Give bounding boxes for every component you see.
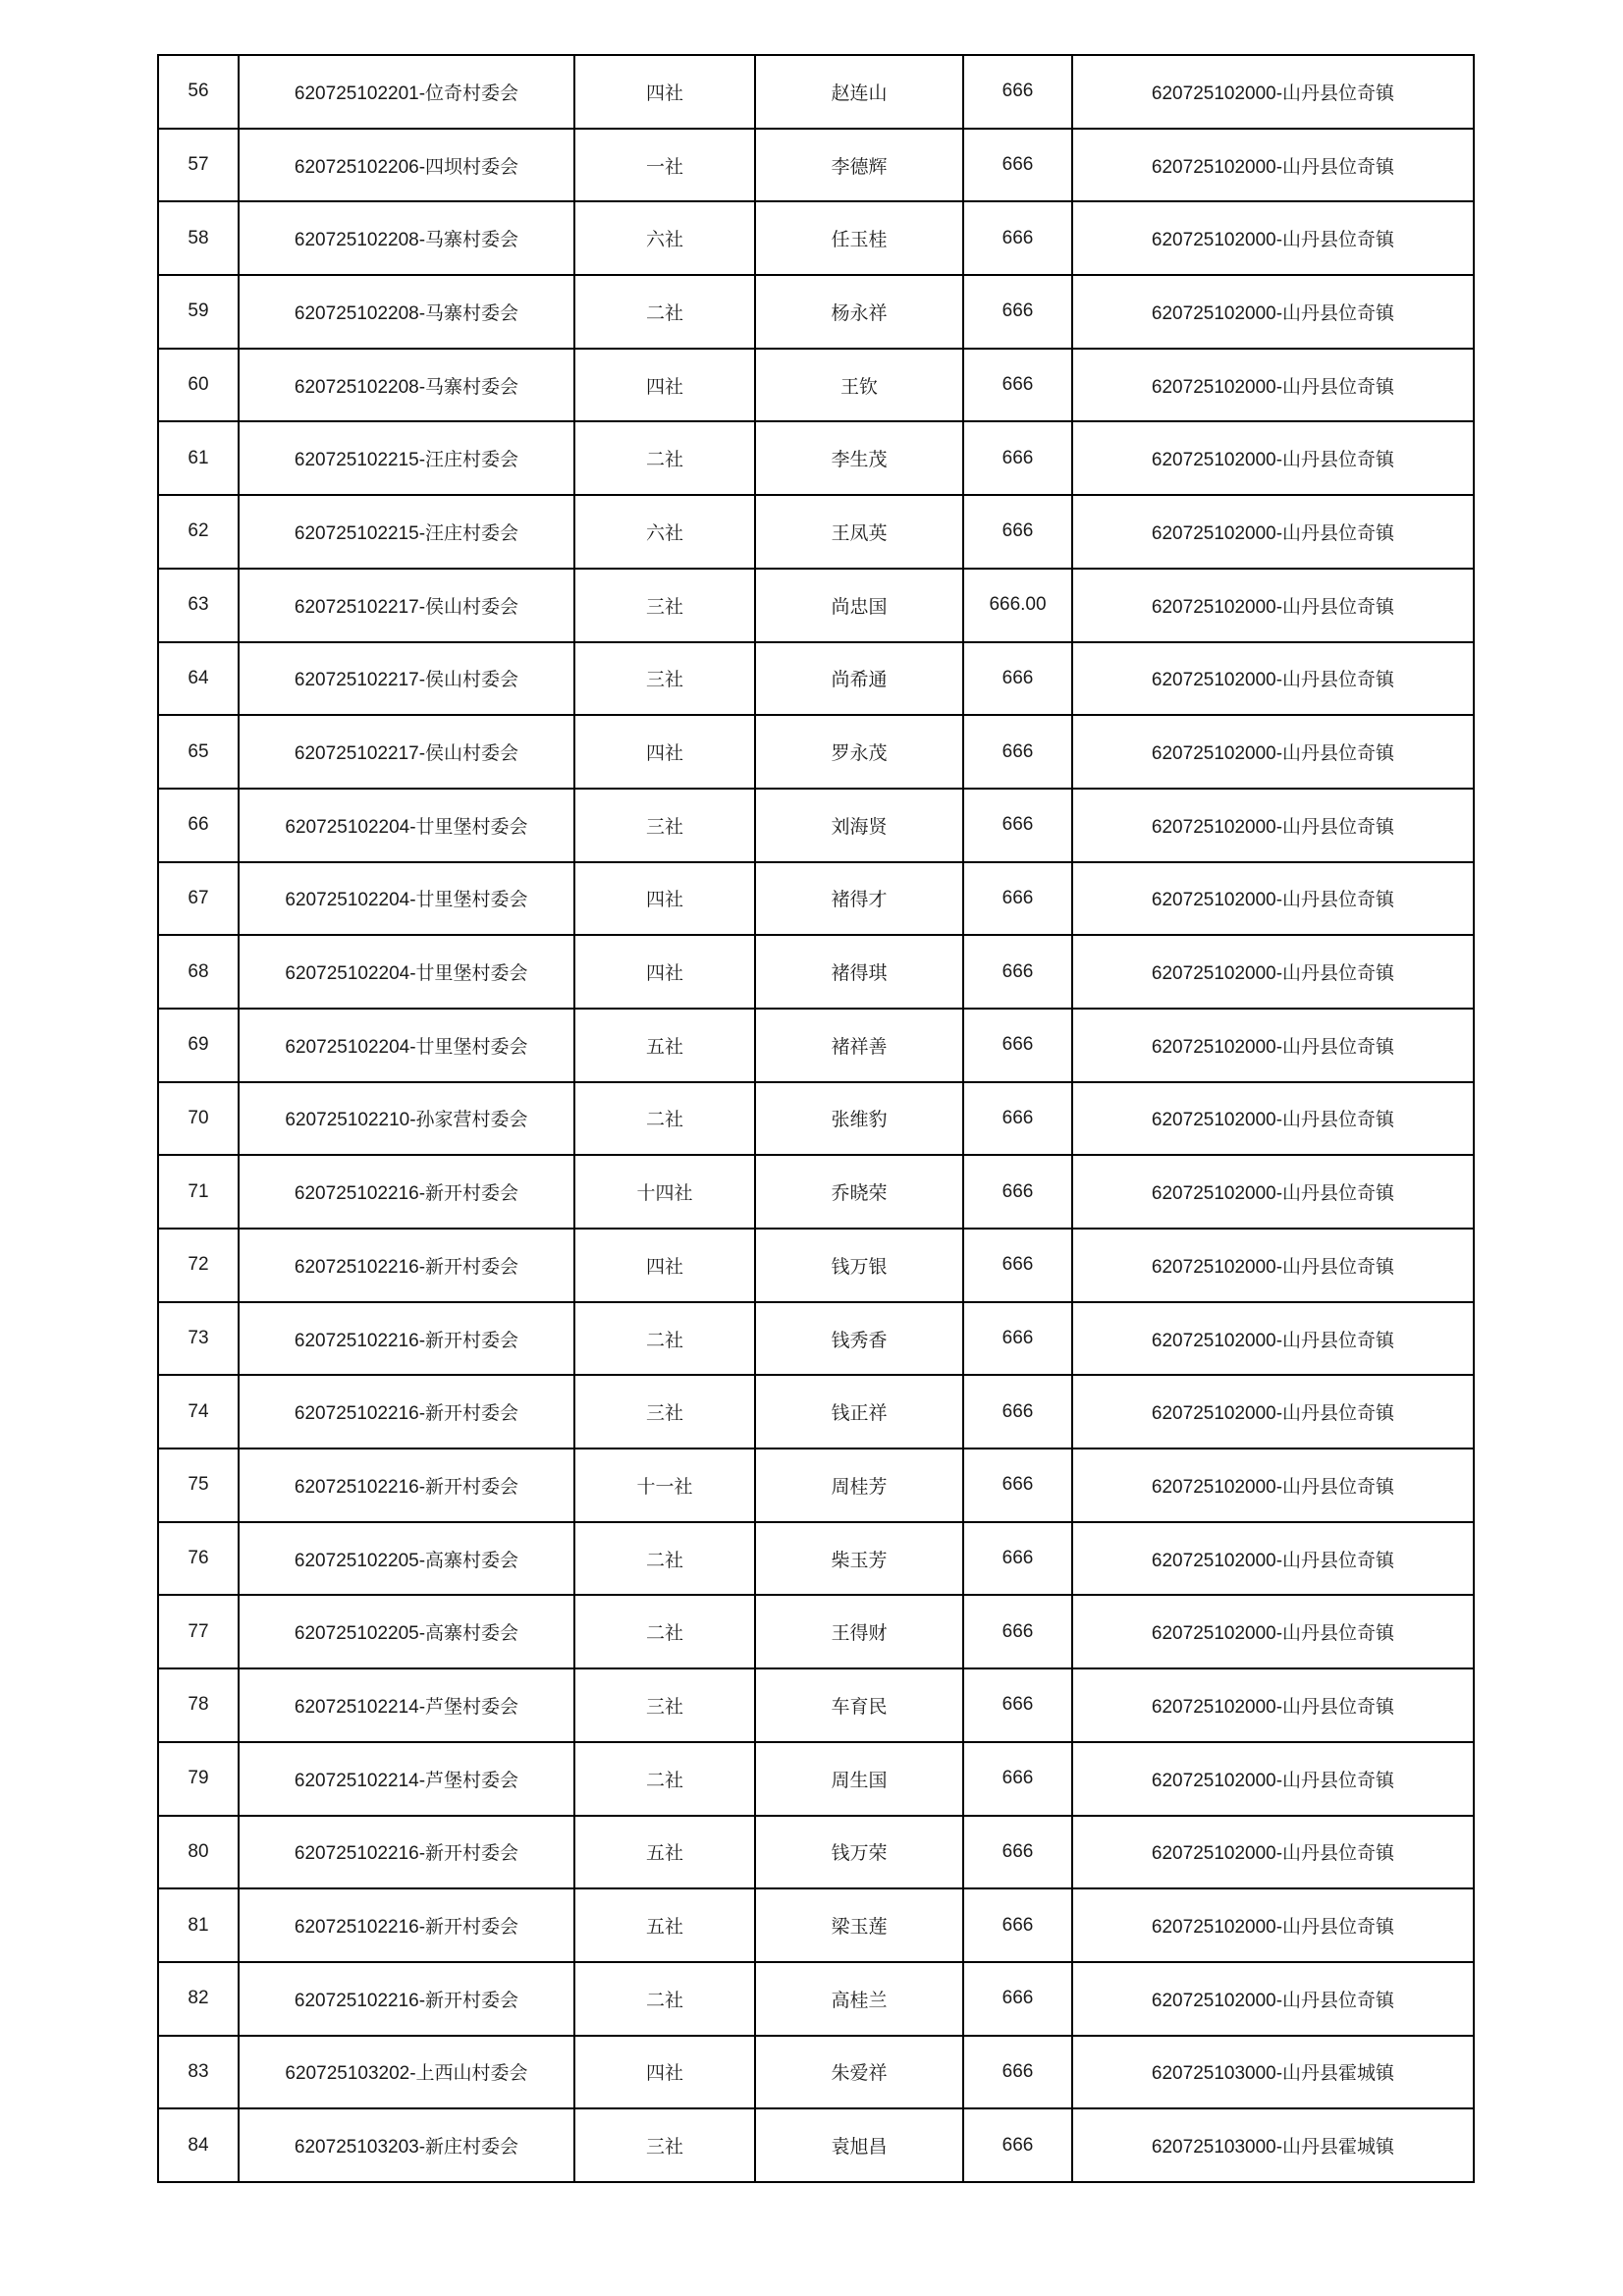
group-cell: 十四社 [574, 1155, 755, 1229]
town-cell: 620725102000-山丹县位奇镇 [1072, 1449, 1474, 1522]
town-cell: 620725102000-山丹县位奇镇 [1072, 1082, 1474, 1156]
row-number-cell: 68 [158, 935, 239, 1009]
group-cell: 二社 [574, 1522, 755, 1596]
amount-cell: 666 [963, 1229, 1072, 1302]
row-number-cell: 80 [158, 1816, 239, 1889]
village-committee-cell: 620725102216-新开村委会 [239, 1816, 574, 1889]
village-committee-cell: 620725102216-新开村委会 [239, 1229, 574, 1302]
amount-cell: 666 [963, 642, 1072, 716]
row-number-cell: 77 [158, 1595, 239, 1668]
amount-cell: 666 [963, 715, 1072, 789]
town-cell: 620725102000-山丹县位奇镇 [1072, 862, 1474, 936]
village-committee-cell: 620725102215-汪庄村委会 [239, 495, 574, 569]
town-cell: 620725102000-山丹县位奇镇 [1072, 1302, 1474, 1376]
amount-cell: 666 [963, 1888, 1072, 1962]
group-cell: 四社 [574, 715, 755, 789]
row-number-cell: 84 [158, 2108, 239, 2182]
table-row [158, 421, 1474, 495]
table-row [158, 569, 1474, 642]
amount-cell: 666 [963, 1595, 1072, 1668]
row-number-cell: 57 [158, 129, 239, 202]
person-name-cell: 柴玉芳 [755, 1522, 963, 1596]
group-cell: 六社 [574, 495, 755, 569]
row-number-cell: 82 [158, 1962, 239, 2036]
town-cell: 620725102000-山丹县位奇镇 [1072, 569, 1474, 642]
village-committee-cell: 620725103203-新庄村委会 [239, 2108, 574, 2182]
group-cell: 四社 [574, 2036, 755, 2109]
town-cell: 620725102000-山丹县位奇镇 [1072, 935, 1474, 1009]
person-name-cell: 王凤英 [755, 495, 963, 569]
group-cell: 四社 [574, 55, 755, 129]
town-cell: 620725102000-山丹县位奇镇 [1072, 1375, 1474, 1449]
amount-cell: 666 [963, 1302, 1072, 1376]
town-cell: 620725102000-山丹县位奇镇 [1072, 1668, 1474, 1742]
group-cell: 四社 [574, 349, 755, 422]
town-cell: 620725102000-山丹县位奇镇 [1072, 1595, 1474, 1668]
group-cell: 十一社 [574, 1449, 755, 1522]
row-number-cell: 56 [158, 55, 239, 129]
row-number-cell: 63 [158, 569, 239, 642]
table-row [158, 495, 1474, 569]
amount-cell: 666.00 [963, 569, 1072, 642]
row-number-cell: 83 [158, 2036, 239, 2109]
row-number-cell: 66 [158, 789, 239, 862]
table-row [158, 55, 1474, 129]
group-cell: 五社 [574, 1816, 755, 1889]
person-name-cell: 张维豹 [755, 1082, 963, 1156]
table-row [158, 2036, 1474, 2109]
table-row [158, 1522, 1474, 1596]
table-row [158, 201, 1474, 275]
group-cell: 三社 [574, 789, 755, 862]
row-number-cell: 71 [158, 1155, 239, 1229]
town-cell: 620725102000-山丹县位奇镇 [1072, 1816, 1474, 1889]
town-cell: 620725102000-山丹县位奇镇 [1072, 1888, 1474, 1962]
table-row [158, 275, 1474, 349]
village-committee-cell: 620725102210-孙家营村委会 [239, 1082, 574, 1156]
amount-cell: 666 [963, 1522, 1072, 1596]
person-name-cell: 褚得才 [755, 862, 963, 936]
table-row [158, 2108, 1474, 2182]
amount-cell: 666 [963, 1009, 1072, 1082]
amount-cell: 666 [963, 1082, 1072, 1156]
amount-cell: 666 [963, 1375, 1072, 1449]
row-number-cell: 65 [158, 715, 239, 789]
village-committee-cell: 620725102215-汪庄村委会 [239, 421, 574, 495]
row-number-cell: 60 [158, 349, 239, 422]
town-cell: 620725102000-山丹县位奇镇 [1072, 1009, 1474, 1082]
person-name-cell: 李德辉 [755, 129, 963, 202]
person-name-cell: 高桂兰 [755, 1962, 963, 2036]
amount-cell: 666 [963, 935, 1072, 1009]
group-cell: 二社 [574, 1302, 755, 1376]
table-row [158, 935, 1474, 1009]
row-number-cell: 61 [158, 421, 239, 495]
group-cell: 三社 [574, 2108, 755, 2182]
table-row [158, 642, 1474, 716]
town-cell: 620725102000-山丹县位奇镇 [1072, 1155, 1474, 1229]
table-row [158, 1816, 1474, 1889]
amount-cell: 666 [963, 1449, 1072, 1522]
person-name-cell: 周桂芳 [755, 1449, 963, 1522]
group-cell: 五社 [574, 1888, 755, 1962]
town-cell: 620725102000-山丹县位奇镇 [1072, 55, 1474, 129]
row-number-cell: 75 [158, 1449, 239, 1522]
person-name-cell: 尚希通 [755, 642, 963, 716]
town-cell: 620725102000-山丹县位奇镇 [1072, 1522, 1474, 1596]
town-cell: 620725102000-山丹县位奇镇 [1072, 1229, 1474, 1302]
village-committee-cell: 620725102216-新开村委会 [239, 1375, 574, 1449]
village-committee-cell: 620725102204-廿里堡村委会 [239, 1009, 574, 1082]
village-committee-cell: 620725102201-位奇村委会 [239, 55, 574, 129]
town-cell: 620725102000-山丹县位奇镇 [1072, 1962, 1474, 2036]
group-cell: 一社 [574, 129, 755, 202]
person-name-cell: 赵连山 [755, 55, 963, 129]
group-cell: 二社 [574, 1595, 755, 1668]
village-committee-cell: 620725102216-新开村委会 [239, 1962, 574, 2036]
person-name-cell: 车育民 [755, 1668, 963, 1742]
amount-cell: 666 [963, 862, 1072, 936]
town-cell: 620725103000-山丹县霍城镇 [1072, 2036, 1474, 2109]
row-number-cell: 70 [158, 1082, 239, 1156]
amount-cell: 666 [963, 1742, 1072, 1816]
town-cell: 620725103000-山丹县霍城镇 [1072, 2108, 1474, 2182]
table-row [158, 862, 1474, 936]
village-committee-cell: 620725102217-侯山村委会 [239, 642, 574, 716]
row-number-cell: 62 [158, 495, 239, 569]
table-row [158, 1962, 1474, 2036]
town-cell: 620725102000-山丹县位奇镇 [1072, 421, 1474, 495]
town-cell: 620725102000-山丹县位奇镇 [1072, 275, 1474, 349]
amount-cell: 666 [963, 2108, 1072, 2182]
table-row [158, 1375, 1474, 1449]
person-name-cell: 任玉桂 [755, 201, 963, 275]
subsidy-table [157, 54, 1475, 2183]
village-committee-cell: 620725102216-新开村委会 [239, 1888, 574, 1962]
table-row [158, 1595, 1474, 1668]
village-committee-cell: 620725102204-廿里堡村委会 [239, 789, 574, 862]
table-row [158, 1449, 1474, 1522]
group-cell: 二社 [574, 1082, 755, 1156]
row-number-cell: 76 [158, 1522, 239, 1596]
village-committee-cell: 620725102217-侯山村委会 [239, 715, 574, 789]
village-committee-cell: 620725102206-四坝村委会 [239, 129, 574, 202]
person-name-cell: 王得财 [755, 1595, 963, 1668]
person-name-cell: 罗永茂 [755, 715, 963, 789]
group-cell: 四社 [574, 1229, 755, 1302]
village-committee-cell: 620725102208-马寨村委会 [239, 349, 574, 422]
group-cell: 二社 [574, 275, 755, 349]
group-cell: 三社 [574, 642, 755, 716]
row-number-cell: 81 [158, 1888, 239, 1962]
group-cell: 五社 [574, 1009, 755, 1082]
person-name-cell: 袁旭昌 [755, 2108, 963, 2182]
amount-cell: 666 [963, 349, 1072, 422]
person-name-cell: 朱爱祥 [755, 2036, 963, 2109]
person-name-cell: 乔晓荣 [755, 1155, 963, 1229]
row-number-cell: 73 [158, 1302, 239, 1376]
village-committee-cell: 620725102208-马寨村委会 [239, 275, 574, 349]
village-committee-cell: 620725102217-侯山村委会 [239, 569, 574, 642]
town-cell: 620725102000-山丹县位奇镇 [1072, 201, 1474, 275]
table-row [158, 1009, 1474, 1082]
village-committee-cell: 620725102204-廿里堡村委会 [239, 862, 574, 936]
amount-cell: 666 [963, 495, 1072, 569]
amount-cell: 666 [963, 1816, 1072, 1889]
amount-cell: 666 [963, 55, 1072, 129]
table-row [158, 1082, 1474, 1156]
town-cell: 620725102000-山丹县位奇镇 [1072, 495, 1474, 569]
group-cell: 四社 [574, 862, 755, 936]
group-cell: 二社 [574, 1742, 755, 1816]
row-number-cell: 59 [158, 275, 239, 349]
table-row [158, 1155, 1474, 1229]
table-row [158, 349, 1474, 422]
person-name-cell: 钱秀香 [755, 1302, 963, 1376]
group-cell: 二社 [574, 1962, 755, 2036]
village-committee-cell: 620725102204-廿里堡村委会 [239, 935, 574, 1009]
amount-cell: 666 [963, 129, 1072, 202]
row-number-cell: 72 [158, 1229, 239, 1302]
person-name-cell: 褚祥善 [755, 1009, 963, 1082]
village-committee-cell: 620725103202-上西山村委会 [239, 2036, 574, 2109]
person-name-cell: 钱正祥 [755, 1375, 963, 1449]
village-committee-cell: 620725102214-芦堡村委会 [239, 1742, 574, 1816]
person-name-cell: 李生茂 [755, 421, 963, 495]
table-row [158, 1229, 1474, 1302]
person-name-cell: 钱万银 [755, 1229, 963, 1302]
village-committee-cell: 620725102214-芦堡村委会 [239, 1668, 574, 1742]
amount-cell: 666 [963, 1962, 1072, 2036]
amount-cell: 666 [963, 201, 1072, 275]
person-name-cell: 刘海贤 [755, 789, 963, 862]
village-committee-cell: 620725102205-高寨村委会 [239, 1522, 574, 1596]
table-row [158, 1742, 1474, 1816]
amount-cell: 666 [963, 789, 1072, 862]
table-row [158, 1668, 1474, 1742]
table-row [158, 1888, 1474, 1962]
town-cell: 620725102000-山丹县位奇镇 [1072, 789, 1474, 862]
row-number-cell: 74 [158, 1375, 239, 1449]
town-cell: 620725102000-山丹县位奇镇 [1072, 129, 1474, 202]
row-number-cell: 69 [158, 1009, 239, 1082]
table-row [158, 1302, 1474, 1376]
person-name-cell: 钱万荣 [755, 1816, 963, 1889]
person-name-cell: 褚得琪 [755, 935, 963, 1009]
amount-cell: 666 [963, 1155, 1072, 1229]
person-name-cell: 尚忠国 [755, 569, 963, 642]
row-number-cell: 79 [158, 1742, 239, 1816]
amount-cell: 666 [963, 1668, 1072, 1742]
row-number-cell: 67 [158, 862, 239, 936]
village-committee-cell: 620725102216-新开村委会 [239, 1449, 574, 1522]
person-name-cell: 杨永祥 [755, 275, 963, 349]
town-cell: 620725102000-山丹县位奇镇 [1072, 1742, 1474, 1816]
group-cell: 六社 [574, 201, 755, 275]
row-number-cell: 58 [158, 201, 239, 275]
row-number-cell: 78 [158, 1668, 239, 1742]
amount-cell: 666 [963, 2036, 1072, 2109]
person-name-cell: 梁玉莲 [755, 1888, 963, 1962]
village-committee-cell: 620725102216-新开村委会 [239, 1302, 574, 1376]
table-row [158, 715, 1474, 789]
amount-cell: 666 [963, 421, 1072, 495]
village-committee-cell: 620725102205-高寨村委会 [239, 1595, 574, 1668]
table-row [158, 129, 1474, 202]
row-number-cell: 64 [158, 642, 239, 716]
group-cell: 三社 [574, 1668, 755, 1742]
group-cell: 二社 [574, 421, 755, 495]
village-committee-cell: 620725102216-新开村委会 [239, 1155, 574, 1229]
person-name-cell: 王钦 [755, 349, 963, 422]
town-cell: 620725102000-山丹县位奇镇 [1072, 715, 1474, 789]
amount-cell: 666 [963, 275, 1072, 349]
town-cell: 620725102000-山丹县位奇镇 [1072, 349, 1474, 422]
group-cell: 三社 [574, 569, 755, 642]
table-body [158, 55, 1474, 2182]
person-name-cell: 周生国 [755, 1742, 963, 1816]
village-committee-cell: 620725102208-马寨村委会 [239, 201, 574, 275]
group-cell: 三社 [574, 1375, 755, 1449]
group-cell: 四社 [574, 935, 755, 1009]
town-cell: 620725102000-山丹县位奇镇 [1072, 642, 1474, 716]
table-row [158, 789, 1474, 862]
